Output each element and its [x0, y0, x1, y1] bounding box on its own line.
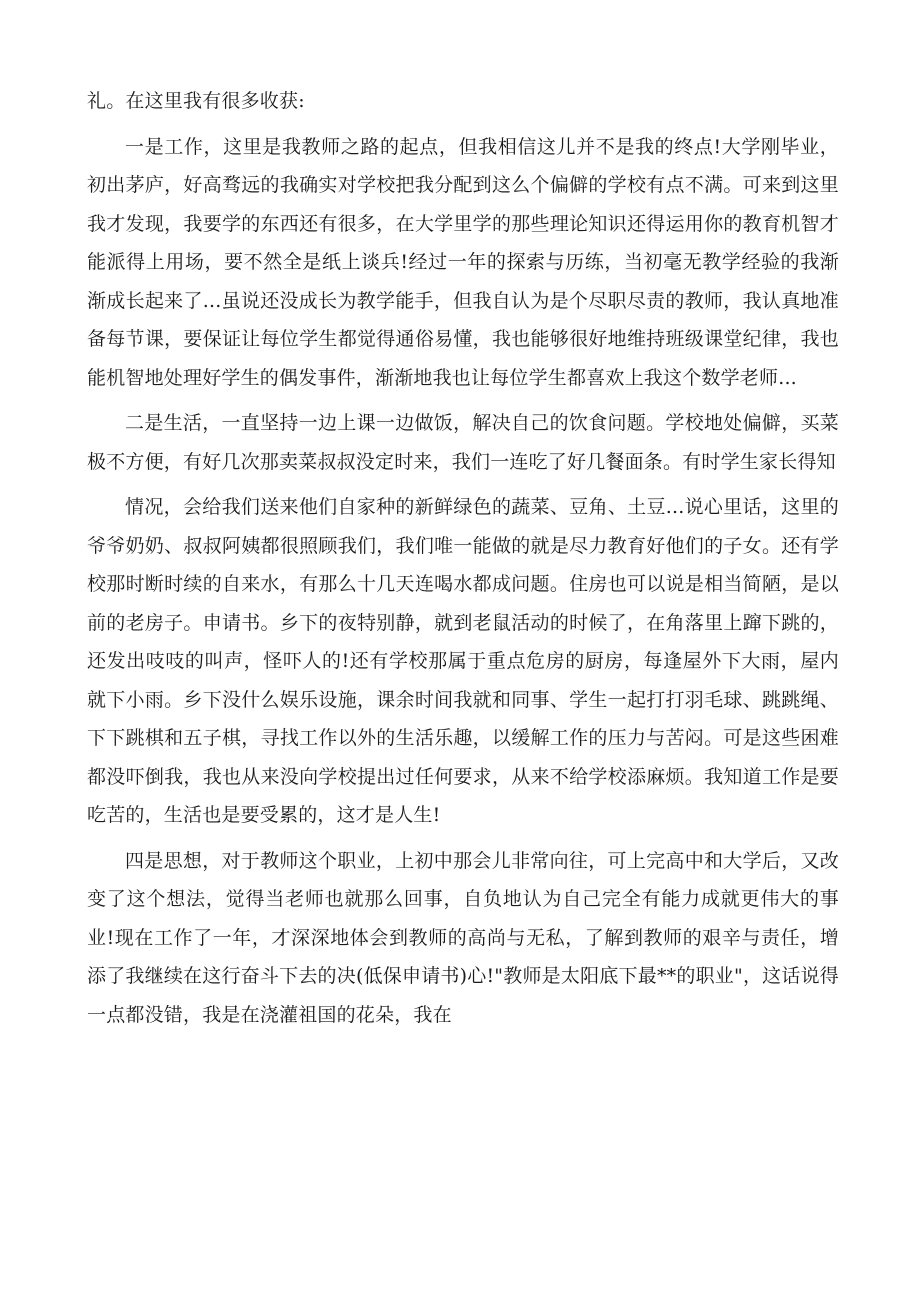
paragraph-life-continued: 情况，会给我们送来他们自家种的新鲜绿色的蔬菜、豆角、土豆...说心里话，这里的爷爷奶奶、叔叔阿姨都很照顾我们，我们唯一能做的就是尽力教育好他们的子女。还有学校那时断时续的自来水，有那么十几天连喝水都成问题。住房也可以说是相当简陋，是以前的老房子。申请书。乡下的夜特别静，就到老鼠活动的时候了，在角落里上蹿下跳的，还发出吱吱的叫声，怪吓人的!还有学校那属于重点危房的厨房，每逢屋外下大雨，屋内就下小雨。乡下没什么娱乐设施，课余时间我就和同事、学生一起打打羽毛球、跳跳绳、下下跳棋和五子棋，寻找工作以外的生活乐趣，以缓解工作的压力与苦闷。可是这些困难都没吓倒我，我也从来没向学校提出过任何要求，从来不给学校添麻烦。我知道工作是要吃苦的，生活也是要受累的，这才是人生! — [87, 496, 839, 826]
paragraph-thought: 四是思想，对于教师这个职业，上初中那会儿非常向往，可上完高中和大学后，又改变了这个想法，觉得当老师也就那么回事，自负地认为自己完全有能力成就更伟大的事业!现在工作了一年，才深深地体会到教师的高尚与无私，了解到教师的艰辛与责任，增添了我继续在这行奋斗下去的决(低保申请书)心!"教师是太阳底下最**的职业"，这话说得一点都没错，我是在浇灌祖国的花朵，我在 — [87, 849, 839, 1026]
paragraph-life: 二是生活，一直坚持一边上课一边做饭，解决自己的饮食问题。学校地处偏僻，买菜极不方便，有好几次那卖菜叔叔没定时来，我们一连吃了好几餐面条。有时学生家长得知 — [87, 412, 839, 473]
paragraph-work: 一是工作，这里是我教师之路的起点，但我相信这儿并不是我的终点!大学刚毕业，初出茅庐，好高骛远的我确实对学校把我分配到这么个偏僻的学校有点不满。可来到这里我才发现，我要学的东西还有很多，在大学里学的那些理论知识还得运用你的教育机智才能派得上用场，要不然全是纸上谈兵!经过一年的探索与历练，当初毫无教学经验的我渐渐成长起来了...虽说还没成长为教学能手，但我自认为是个尽职尽责的教师，我认真地准备每节课，要保证让每位学生都觉得通俗易懂，我也能够很好地维持班级课堂纪律，我也能机智地处理好学生的偶发事件，渐渐地我也让每位学生都喜欢上我这个数学老师... — [87, 135, 839, 389]
document-page — [87, 82, 839, 1041]
paragraph-intro: 礼。在这里我有很多收获: — [87, 90, 305, 112]
